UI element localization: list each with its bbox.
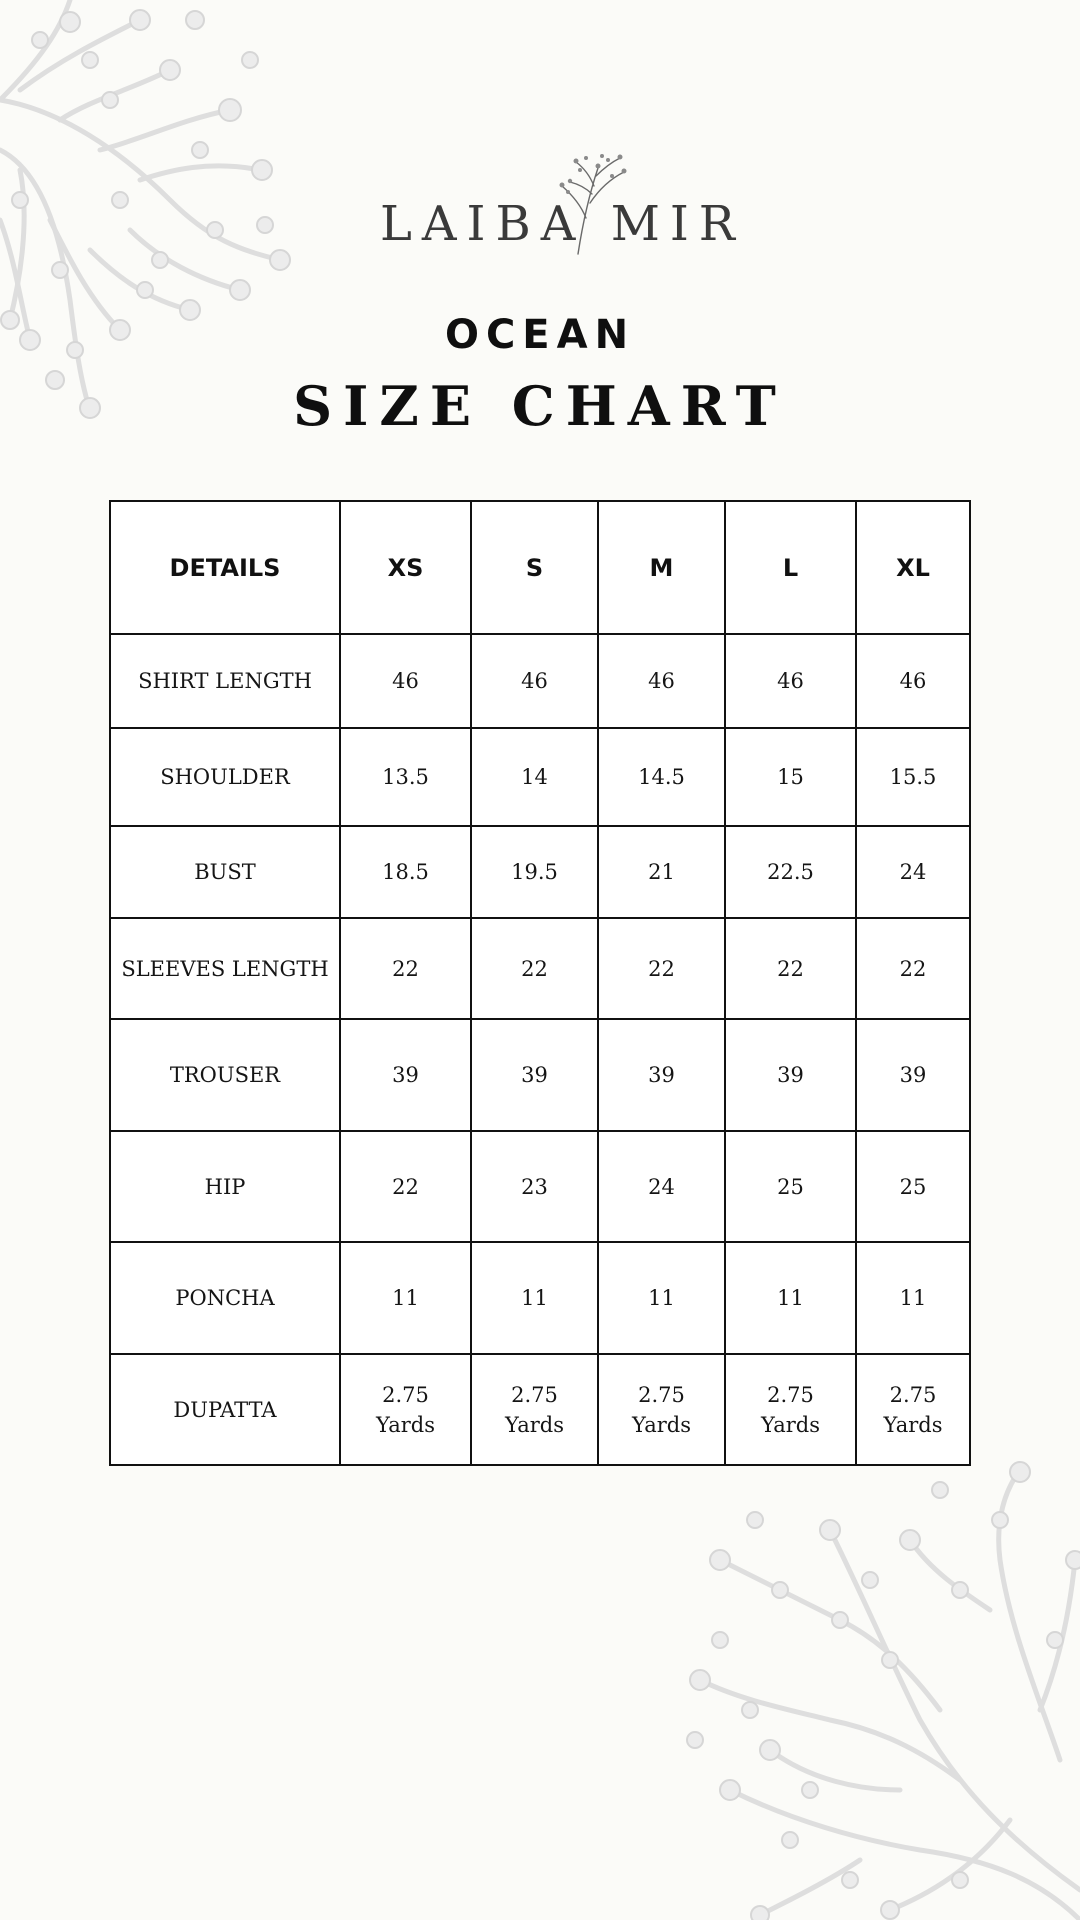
table-row	[110, 918, 970, 1019]
header-details: DETAILS	[110, 501, 340, 634]
cell-value: 25	[725, 1131, 856, 1242]
cell-value: 24	[856, 826, 970, 918]
cell-value: 11	[856, 1242, 970, 1354]
cell-value: 39	[471, 1019, 598, 1131]
cell-value: 39	[725, 1019, 856, 1131]
cell-value: 39	[598, 1019, 725, 1131]
row-label: PONCHA	[110, 1242, 340, 1354]
row-label: SHOULDER	[110, 728, 340, 826]
brand-logo	[380, 148, 745, 263]
table-header-row	[110, 501, 970, 634]
table-row	[110, 1354, 970, 1465]
cell-value: 15.5	[856, 728, 970, 826]
floral-branch-bottom-right-icon	[660, 1460, 1080, 1920]
cell-value: 46	[471, 634, 598, 728]
cell-value: 22	[725, 918, 856, 1019]
cell-value: 23	[471, 1131, 598, 1242]
cell-value: 22	[598, 918, 725, 1019]
row-label: HIP	[110, 1131, 340, 1242]
floral-branch-top-left-icon	[0, 0, 300, 430]
cell-value: 2.75 Yards	[340, 1354, 471, 1465]
table-row	[110, 634, 970, 728]
table-row	[110, 728, 970, 826]
header-size-s: S	[471, 501, 598, 634]
table-row	[110, 826, 970, 918]
page-title: SIZE CHART	[293, 374, 787, 438]
table-row	[110, 1131, 970, 1242]
cell-value: 22	[340, 1131, 471, 1242]
cell-value: 14	[471, 728, 598, 826]
cell-value: 2.75 Yards	[856, 1354, 970, 1465]
cell-value: 11	[340, 1242, 471, 1354]
cell-value: 18.5	[340, 826, 471, 918]
size-chart-table	[109, 500, 971, 1466]
cell-value: 2.75 Yards	[471, 1354, 598, 1465]
collection-name: OCEAN	[444, 312, 636, 358]
cell-value: 24	[598, 1131, 725, 1242]
cell-value: 2.75 Yards	[598, 1354, 725, 1465]
row-label: SHIRT LENGTH	[110, 634, 340, 728]
cell-value: 11	[725, 1242, 856, 1354]
cell-value: 13.5	[340, 728, 471, 826]
brand-name: LAIBA MIR	[380, 196, 745, 252]
header-size-xl: XL	[856, 501, 970, 634]
cell-value: 21	[598, 826, 725, 918]
header-size-m: M	[598, 501, 725, 634]
header-size-l: L	[725, 501, 856, 634]
cell-value: 25	[856, 1131, 970, 1242]
cell-value: 11	[598, 1242, 725, 1354]
cell-value: 22.5	[725, 826, 856, 918]
cell-value: 2.75 Yards	[725, 1354, 856, 1465]
cell-value: 39	[856, 1019, 970, 1131]
cell-value: 46	[725, 634, 856, 728]
cell-value: 46	[340, 634, 471, 728]
cell-value: 22	[856, 918, 970, 1019]
cell-value: 46	[856, 634, 970, 728]
table-row	[110, 1019, 970, 1131]
cell-value: 15	[725, 728, 856, 826]
cell-value: 22	[340, 918, 471, 1019]
cell-value: 19.5	[471, 826, 598, 918]
cell-value: 11	[471, 1242, 598, 1354]
row-label: TROUSER	[110, 1019, 340, 1131]
cell-value: 14.5	[598, 728, 725, 826]
cell-value: 22	[471, 918, 598, 1019]
row-label: BUST	[110, 826, 340, 918]
cell-value: 39	[340, 1019, 471, 1131]
row-label: SLEEVES LENGTH	[110, 918, 340, 1019]
row-label: DUPATTA	[110, 1354, 340, 1465]
table-row	[110, 1242, 970, 1354]
header-size-xs: XS	[340, 501, 471, 634]
cell-value: 46	[598, 634, 725, 728]
